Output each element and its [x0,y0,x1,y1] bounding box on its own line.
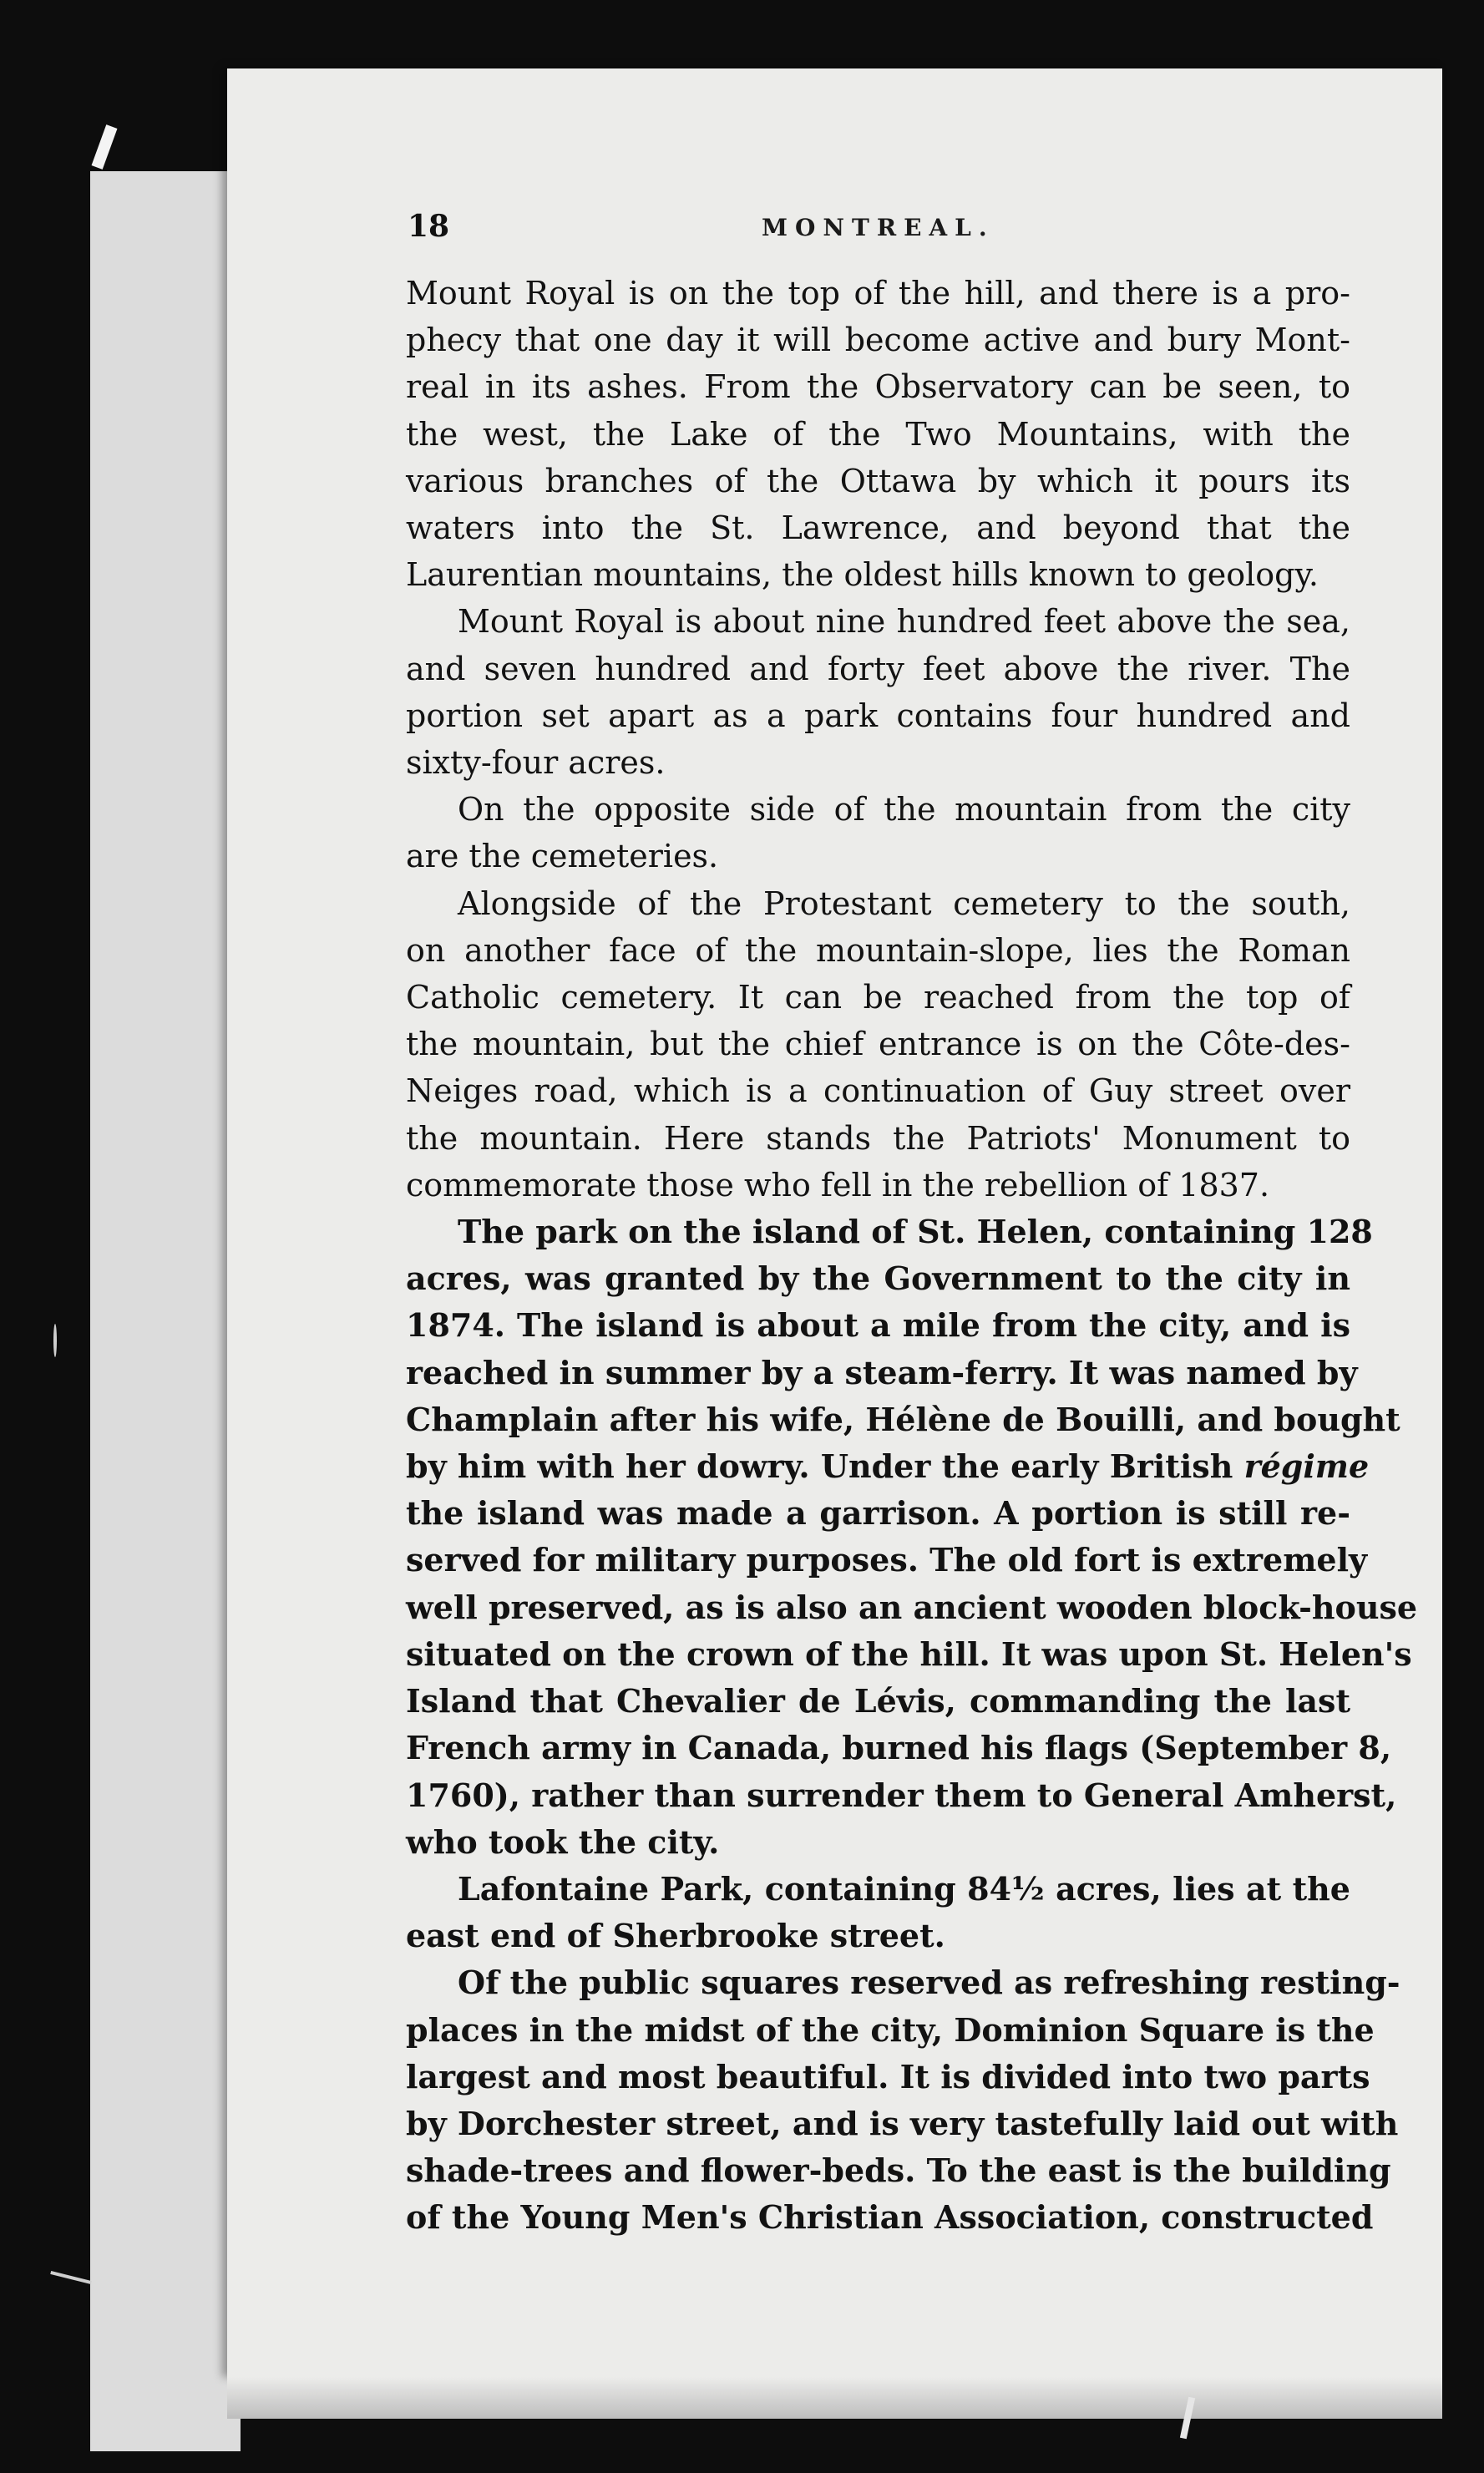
text-run: by him with her dowry. Under the early British [406,1447,1233,1486]
text-line: Of the public squares reserved as refreshing resting- [458,1964,1400,2002]
text-line: phecy that one day it will become active and bury Mont- [406,322,1350,359]
text-line: waters into the St. Lawrence, and beyond that the [406,509,1350,547]
text-line: the mountain. Here stands the Patriots' Monument to [406,1119,1350,1157]
scan-speck [92,124,118,170]
text-line: places in the midst of the city, Dominion Square is the [406,2010,1375,2049]
scan-speck [50,2271,91,2284]
text-line: of the Young Men's Christian Association, constructed [406,2198,1374,2237]
text-line: Alongside of the Protestant cemetery to the south, [458,884,1350,922]
text-line: On the opposite side of the mountain from the city [458,791,1350,829]
text-line: 1760), rather than surrender them to General Amherst, [406,1776,1397,1814]
text-line: served for military purposes. The old fort is extremely [406,1541,1368,1579]
text-line: 1874. The island is about a mile from the city, and is [406,1306,1350,1345]
scan-speck [53,1324,57,1357]
running-head: MONTREAL. [762,214,995,241]
text-line: who took the city. [406,1822,720,1861]
text-line: shade-trees and flower-beds. To the east is the building [406,2151,1391,2190]
text-line: Lafontaine Park, containing 84½ acres, lies at the [458,1869,1350,1908]
text-line: Catholic cemetery. It can be reached from the top of [406,979,1350,1016]
text-line: sixty-four acres. [406,744,666,782]
text-line: the island was made a garrison. A portion is still re- [406,1494,1350,1533]
page-bottom-edge [227,2377,1442,2419]
text-line: Island that Chevalier de Lévis, commanding the last [406,1682,1350,1720]
text-line: Mount Royal is on the top of the hill, and there is a pro- [406,275,1350,312]
page-number: 18 [408,209,450,244]
text-line: reached in summer by a steam-ferry. It was named by [406,1353,1358,1391]
text-line: portion set apart as a park contains four hundred and [406,697,1350,734]
text-line: situated on the crown of the hill. It was upon St. Helen's [406,1634,1412,1673]
text-line: east end of Sherbrooke street. [406,1917,945,1955]
text-line: commemorate those who fell in the rebellion of 1837. [406,1166,1270,1204]
text-line [406,1443,1370,1490]
text-line: and seven hundred and forty feet above the river. The [406,650,1350,687]
italic-word: régime [1243,1447,1370,1486]
text-line: by Dorchester street, and is very tastefully laid out with [406,2104,1399,2142]
underlying-page-edge [90,171,241,2451]
text-line: well preserved, as is also an ancient wooden block-house [406,1588,1418,1626]
text-line: the west, the Lake of the Two Mountains, with the [406,415,1350,453]
text-line: Laurentian mountains, the oldest hills known to geology. [406,556,1319,594]
text-line: French army in Canada, burned his flags (September 8, [406,1729,1392,1767]
text-line: on another face of the mountain-slope, lies the Roman [406,931,1350,969]
text-line: are the cemeteries. [406,838,719,875]
text-line: Mount Royal is about nine hundred feet above the sea, [458,603,1350,641]
text-line: Champlain after his wife, Hélène de Bouilli, and bought [406,1400,1400,1438]
text-line: real in its ashes. From the Observatory can be seen, to [406,368,1350,406]
text-line: acres, was granted by the Government to the city in [406,1259,1350,1298]
text-line: The park on the island of St. Helen, containing 128 [458,1213,1373,1251]
body-text [406,270,1418,2242]
text-line: the mountain, but the chief entrance is on the Côte-des- [406,1026,1350,1063]
text-line: Neiges road, which is a continuation of Guy street over [406,1072,1350,1110]
text-line: largest and most beautiful. It is divided into two parts [406,2057,1370,2095]
text-line: various branches of the Ottawa by which it pours its [406,462,1350,499]
